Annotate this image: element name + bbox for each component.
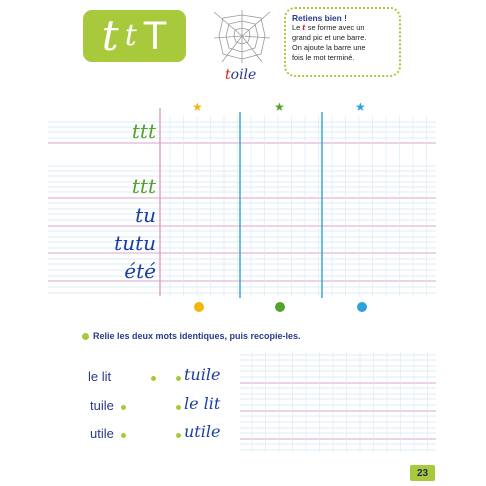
left-word-3: utile xyxy=(90,426,114,441)
badge-cursive-letter: t xyxy=(101,11,119,60)
left-word-1: le lit xyxy=(88,369,112,384)
illustration-word-accent: t xyxy=(225,67,231,83)
badge-capital-letter: T xyxy=(142,14,168,58)
instruction-text: Relie les deux mots identiques, puis recopie-les. xyxy=(93,331,301,341)
model-word: tutu xyxy=(114,231,156,255)
tip-box-line-4: fois le mot terminé. xyxy=(292,53,355,62)
tip-line-1-start: Le xyxy=(292,23,303,32)
right-word-2: le lit xyxy=(184,394,221,413)
model-word: tu xyxy=(135,203,156,227)
column-star-2: ★ xyxy=(274,100,285,114)
column-star-1: ★ xyxy=(192,100,203,114)
tip-line-1-end: se forme avec un xyxy=(305,23,365,32)
model-word: ttt xyxy=(131,119,156,143)
tip-letter: t xyxy=(302,23,306,32)
right-word-3: utile xyxy=(184,422,221,441)
column-star-3: ★ xyxy=(355,100,366,114)
left-word-2: tuile xyxy=(90,398,114,413)
model-word: été xyxy=(124,259,156,283)
illustration-word-rest: oile xyxy=(230,67,257,83)
tip-box-title: Retiens bien ! xyxy=(292,13,347,23)
model-word: ttt xyxy=(131,174,156,198)
right-word-1: tuile xyxy=(184,365,221,384)
tip-box-line-2: grand pic et une barre. xyxy=(292,33,367,42)
tip-box-line-3: On ajoute la barre une xyxy=(292,43,366,52)
page-number: 23 xyxy=(410,465,435,481)
badge-small-letter: t xyxy=(124,18,137,53)
